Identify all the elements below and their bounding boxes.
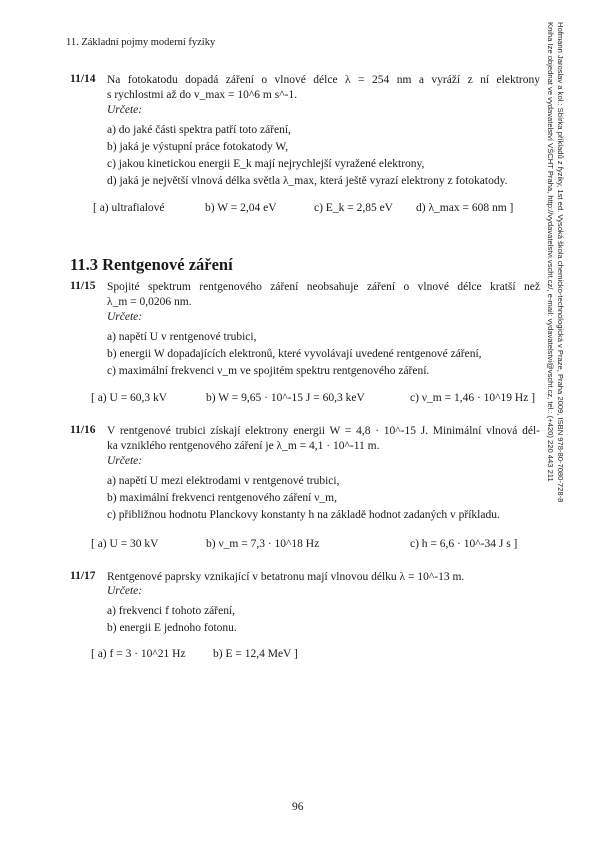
task-item: c) maximální frekvenci ν_m ve spojitém spektru rentgenového záření.: [107, 365, 430, 377]
task-item: a) napětí U mezi elektrodami v rentgenové trubici,: [107, 475, 340, 487]
urcete-label: Určete:: [107, 311, 143, 323]
task-item: a) do jaké části spektra patří toto záření,: [107, 124, 291, 136]
answer: b) W = 2,04 eV: [205, 202, 277, 214]
problem-number: 11/15: [70, 280, 96, 292]
task-item: b) energii E jednoho fotonu.: [107, 622, 237, 634]
problem-text-line: λ_m = 0,0206 nm.: [107, 296, 192, 308]
answer: [ a) U = 30 kV: [91, 538, 159, 550]
answer: [ a) f = 3 · 10^21 Hz: [91, 648, 186, 660]
answer: d) λ_max = 608 nm ]: [416, 202, 514, 214]
task-item: c) přibližnou hodnotu Planckovy konstanty h na základě hodnot zadaných v příkladu.: [107, 509, 500, 521]
answer: c) ν_m = 1,46 · 10^19 Hz ]: [410, 392, 536, 404]
answer: b) W = 9,65 · 10^-15 J = 60,3 keV: [206, 392, 365, 404]
sidebar-order-line: Kniha Ize objednat ve vydavatelství VŠCHT Praha, http://vydavatelstvi.vscht.cz/, e-mail: vydavatelstvi@vscht.cz, tel.: (+420) 220 443 211: [546, 22, 555, 482]
problem-text-line: Spojité spektrum rentgenového záření neobsahuje záření o vlnové délce kratší než: [107, 281, 540, 293]
task-item: b) energii W dopadajících elektronů, které vyvolávají uvedené rentgenové záření,: [107, 348, 482, 360]
problem-text-line: V rentgenové trubici získají elektrony energii W = 4,8 · 10^-15 J. Minimální vlnová dél-: [107, 425, 540, 437]
problem-text-line: s rychlostmi až do v_max = 10^6 m s^-1.: [107, 89, 298, 101]
problem-text-line: ka vzniklého rentgenového záření je λ_m = 4,1 · 10^-11 m.: [107, 440, 380, 452]
task-item: b) jaká je výstupní práce fotokatody W,: [107, 141, 289, 153]
urcete-label: Určete:: [107, 104, 143, 116]
section-title: 11.3 Rentgenové záření: [70, 255, 233, 274]
task-item: c) jakou kinetickou energii E_k mají nejrychlejší vyražené elektrony,: [107, 158, 425, 170]
problem-number: 11/17: [70, 570, 96, 582]
answer: [ a) ultrafialové: [93, 202, 165, 214]
problem-text-line: Rentgenové paprsky vznikající v betatronu mají vlnovou délku λ = 10^-13 m.: [107, 571, 465, 583]
problem-text-line: Na fotokatodu dopadá záření o vlnové délce λ = 254 nm a vyráží z ní elektrony: [107, 74, 540, 86]
answer: b) ν_m = 7,3 · 10^18 Hz: [206, 538, 320, 550]
task-item: a) frekvenci f tohoto záření,: [107, 605, 236, 617]
problem-number: 11/16: [70, 424, 96, 436]
task-item: d) jaká je největší vlnová délka světla λ_max, která ještě vyrazí elektrony z fotokatody.: [107, 175, 508, 187]
sidebar-citation: [545, 22, 565, 502]
page-number: 96: [292, 801, 304, 813]
urcete-label: Určete:: [107, 455, 143, 467]
sidebar-citation-line: Hofmann Jaroslav a kol.: Sbírka příkladů z fyziky, 1st ed. Vysoká škola chemicko-technologická v Praze, Praha 2009, ISBN 978-80-7080-728-8: [556, 22, 565, 503]
urcete-label: Určete:: [107, 585, 143, 597]
task-item: a) napětí U v rentgenové trubici,: [107, 331, 257, 343]
problem-number: 11/14: [70, 73, 96, 85]
answer: c) E_k = 2,85 eV: [314, 202, 393, 214]
answer: b) E = 12,4 MeV ]: [213, 648, 298, 660]
answer: c) h = 6,6 · 10^-34 J s ]: [410, 538, 518, 550]
task-item: b) maximální frekvenci rentgenového záření ν_m,: [107, 492, 337, 504]
answer: [ a) U = 60,3 kV: [91, 392, 168, 404]
running-header: 11. Základní pojmy moderní fyziky: [66, 37, 216, 48]
